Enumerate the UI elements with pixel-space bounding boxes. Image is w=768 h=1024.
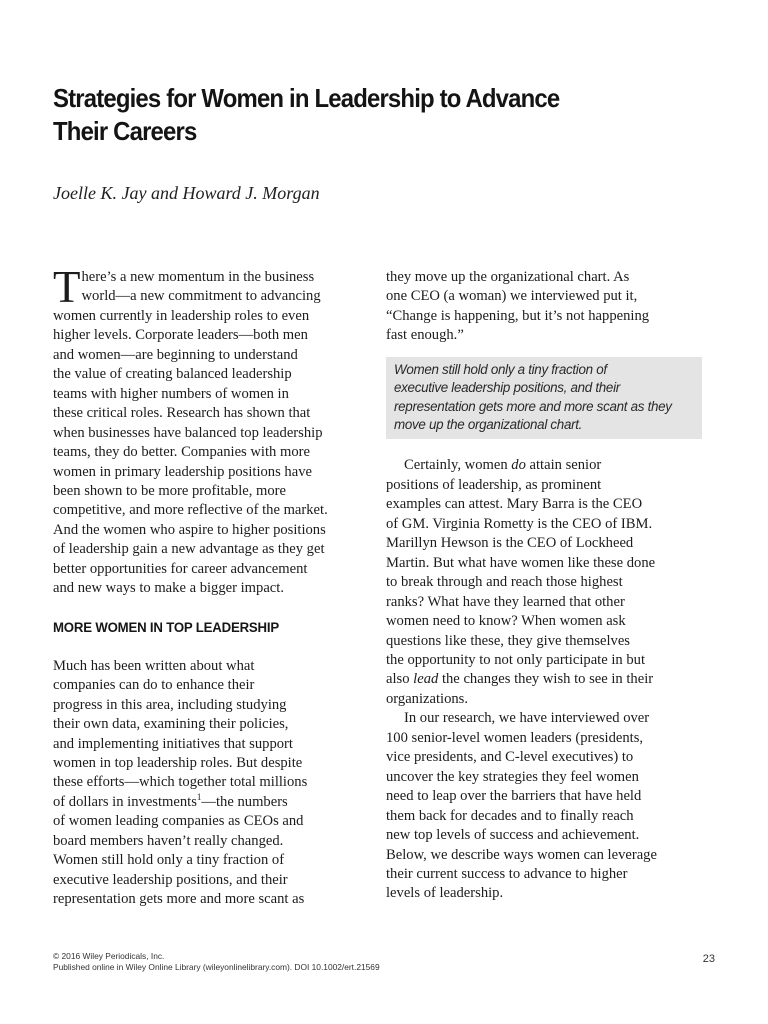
publication-info: Published online in Wiley Online Library (wileyonlinelibrary.com). DOI 10.1002/ert.21569 [53,962,380,972]
text-line: they move up the organizational chart. As [386,269,630,285]
left-column [53,262,373,910]
text-line: teams, they do better. Companies with more [53,444,310,461]
body-paragraph [386,709,706,904]
text-line: teams with higher numbers of women in [53,385,289,402]
text-line: better opportunities for career advancement [53,560,308,577]
text-line: higher levels. Corporate leaders—both men [53,327,308,344]
text-line: positions of leadership, as prominent [386,476,602,493]
text-line: uncover the key strategies they feel women [386,768,639,785]
text-line: organizations. [386,690,469,707]
text-line: of leadership gain a new advantage as they get [53,541,325,558]
text-line: progress in this area, including studying [53,696,287,713]
drop-cap: T [53,262,81,312]
text-line: and women—are beginning to understand [53,346,298,363]
article-authors: Joelle K. Jay and Howard J. Morgan [53,183,320,203]
emphasis: lead [413,671,439,688]
text-line: them back for decades and to finally reach [386,807,634,824]
text-line: world—a new commitment to advancing [81,288,321,305]
pull-quote-line: representation gets more and more scant as they [394,398,672,414]
text-line: 100 senior-level women leaders (presidents, [386,729,644,746]
body-paragraph [53,657,373,910]
text-line: examples can attest. Mary Barra is the CEO [386,496,643,513]
text-line: Much has been written about what [53,657,255,674]
pull-quote-line: executive leadership positions, and their [394,380,620,396]
intro-paragraph [53,262,373,599]
text-line: their current success to advance to higher [386,865,628,882]
text-line [53,793,373,812]
text-line: these critical roles. Research has shown that [53,405,311,422]
text-line: women need to know? When women ask [386,613,626,630]
text-line: Marillyn Hewson is the CEO of Lockheed [386,535,634,552]
text-line: levels of leadership. [386,885,504,902]
page-footer [53,951,380,973]
text-fragment: Certainly, women [404,457,512,474]
text-line: Martin. But what have women like these done [386,554,656,571]
text-line: representation gets more and more scant as [53,891,305,908]
text-line: competitive, and more reflective of the market. [53,502,328,519]
title-line: Their Careers [53,116,197,146]
section-heading: MORE WOMEN IN TOP LEADERSHIP [53,619,279,636]
text-fragment: also [386,671,414,688]
text-line: vice presidents, and C-level executives) to [386,749,634,766]
text-line: the opportunity to not only participate in but [386,651,645,668]
text-line: “Change is happening, but it’s not happening [386,307,650,324]
text-line: executive leadership positions, and their [53,871,288,888]
text-fragment: —the numbers [201,793,288,810]
text-line: women in top leadership roles. But despite [53,754,303,771]
text-line: when businesses have balanced top leadership [53,424,323,441]
text-line: ranks? What have they learned that other [386,593,625,610]
text-line: and implementing initiatives that support [53,735,293,752]
pull-quote-line: Women still hold only a tiny fraction of [394,361,607,377]
text-line: to break through and reach those highest [386,574,623,591]
text-fragment: the changes they wish to see in their [438,671,654,688]
text-line: companies can do to enhance their [53,677,255,694]
article-title [53,82,623,148]
text-fragment: of dollars in investments [53,793,197,810]
continuation-paragraph [386,268,706,346]
text-line: one CEO (a woman) we interviewed put it, [386,288,638,305]
text-line: their own data, examining their policies, [53,716,289,733]
text-line: of GM. Virginia Rometty is the CEO of IBM. [386,515,653,532]
text-line: Women still hold only a tiny fraction of [53,852,285,869]
text-line: been shown to be more profitable, more [53,482,287,499]
text-line: women in primary leadership positions have [53,463,312,480]
footnote-reference[interactable]: 1 [196,792,202,803]
text-line: board members haven’t really changed. [53,832,284,849]
text-line: questions like these, they give themselves [386,632,630,649]
text-line [386,670,706,689]
text-line: here’s a new momentum in the business [81,269,315,285]
text-line: fast enough.” [386,327,464,344]
title-line: Strategies for Women in Leadership to Advance [53,83,560,113]
body-paragraph [386,456,706,709]
text-line: Below, we describe ways women can leverage [386,846,657,863]
pull-quote-line: move up the organizational chart. [394,417,583,433]
emphasis: do [511,457,526,474]
page-number: 23 [702,953,715,965]
text-line: and new ways to make a bigger impact. [53,580,284,597]
right-column [386,268,706,904]
text-line: the value of creating balanced leadership [53,366,292,383]
text-line: of women leading companies as CEOs and [53,813,304,830]
text-line: these efforts—which together total millions [53,774,308,791]
text-line: new top levels of success and achievement. [386,827,640,844]
text-line: women currently in leadership roles to even [53,307,310,324]
copyright-notice: © 2016 Wiley Periodicals, Inc. [53,951,165,961]
text-line: need to leap over the barriers that have held [386,788,642,805]
text-line: In our research, we have interviewed over [404,710,650,727]
text-fragment: attain senior [525,457,602,474]
text-line: And the women who aspire to higher positions [53,521,326,538]
pull-quote [386,357,702,440]
text-line [386,456,706,475]
